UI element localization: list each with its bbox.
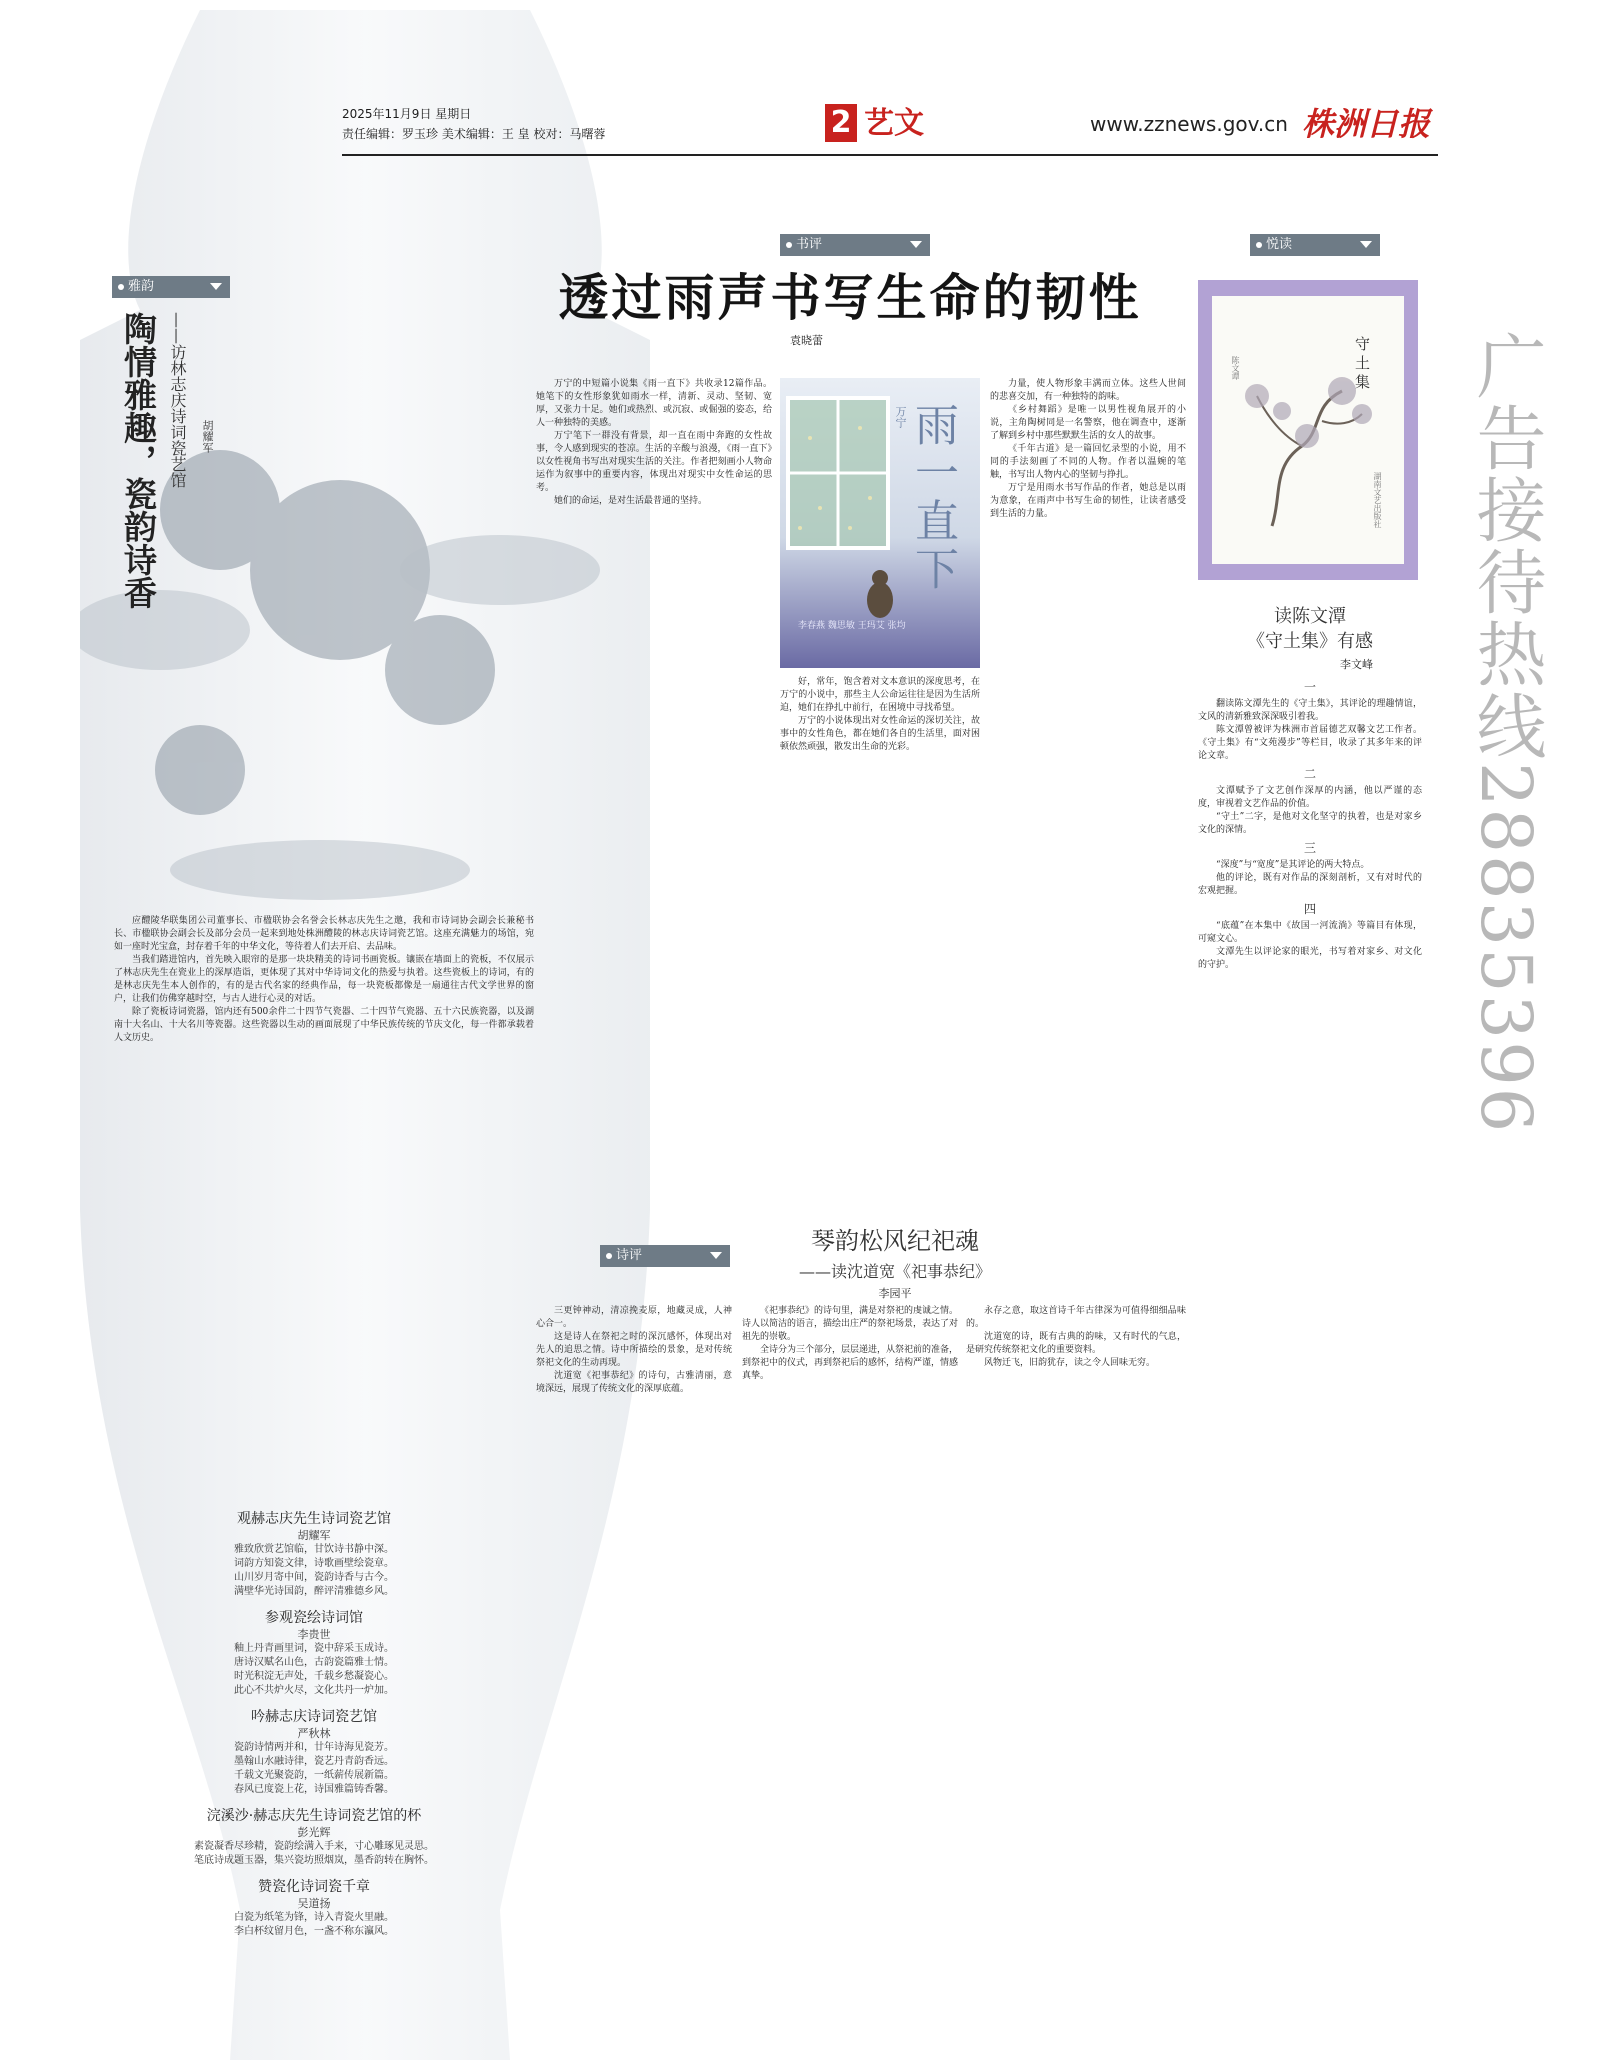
poem-author: 严秋林 [297, 1727, 331, 1740]
section-number: 二 [1303, 767, 1316, 781]
paragraph: 《千年古道》是一篇回忆录型的小说，用不同的手法刻画了不同的人物。作者以温婉的笔触，书写出人物内心的坚韧与挣扎。 [990, 444, 1186, 480]
left-article-body [114, 915, 534, 1505]
book-cover-names: 李春燕 魏思敏 王玛艾 张均 [798, 621, 906, 631]
left-article-author: 胡耀军 [201, 420, 214, 453]
poem [114, 1609, 514, 1698]
cover-panel [1212, 296, 1404, 564]
poem-line: 素瓷凝香尽珍精，瓷韵绘满入手来，寸心雕琢见灵思。 [194, 1841, 434, 1852]
tag-shiping [600, 1245, 730, 1267]
poem-line: 白瓷为纸笔为锋，诗入青瓷火里融。 [234, 1912, 394, 1923]
ad-hotline-text: 广告接待热线28835396 [1465, 330, 1547, 1135]
paragraph: 除了瓷板诗词瓷器，馆内还有500余件二十四节气瓷器、二十四节气瓷器、五十六民族瓷器，以及湖南十大名山、十大名川等瓷器。这些瓷器以生动的画面展现了中华民族传统的节庆文化，每一件都承载着人文历史。 [114, 1007, 534, 1043]
paragraph: 这是诗人在祭祀之时的深沉感怀，体现出对先人的追思之情。诗中所描绘的景象，是对传统祭祀文化的生动再现。 [536, 1332, 732, 1368]
left-article-title: 陶情雅趣，瓷韵诗香 [119, 312, 158, 609]
review2-column-2 [742, 1305, 958, 2035]
site-url[interactable]: www.zznews.gov.cn [1090, 112, 1288, 136]
triangle-down-icon [710, 1252, 722, 1259]
poem-line: 此心不共炉火尽，文化共丹一炉加。 [234, 1685, 394, 1696]
editor-credits: 责任编辑：罗玉珍 美术编辑：王 皇 校对：马曙蓉 [342, 127, 606, 141]
review2-subtitle: ——读沈道宽《祀事恭纪》 [798, 1262, 991, 1281]
triangle-down-icon [910, 241, 922, 248]
tag-shuping [780, 234, 930, 256]
poem-list [114, 1500, 514, 1939]
poem-line: 釉上丹青画里词，瓷中辞采玉成诗。 [234, 1643, 394, 1654]
review-column-2 [780, 676, 980, 1210]
section-number: 三 [1303, 841, 1316, 855]
shoutu-book-cover [1198, 280, 1418, 580]
paragraph: “深度”与“宽度”是其评论的两大特点。 [1216, 860, 1370, 870]
review-column-3 [990, 378, 1186, 1210]
paragraph: 全诗分为三个部分，层层递进，从祭祀前的准备，到祭祀中的仪式，再到祭祀后的感怀，结构严谨，情感真挚。 [742, 1345, 958, 1381]
paragraph: 好，常年，饱含着对文本意识的深度思考，在万宁的小说中，那些主人公命运往往是因为生活所迫，她们在挣扎中前行，在困境中寻找希望。 [780, 677, 980, 713]
paragraph: 陈文潭曾被评为株洲市首届德艺双馨文艺工作者。《守土集》有“文苑漫步”等栏目，收录了其多年来的评论文章。 [1198, 725, 1422, 761]
right-article-title-line2: 《守土集》有感 [1247, 631, 1373, 652]
poem [114, 1510, 514, 1599]
review2-column-3 [966, 1305, 1186, 2035]
newspaper-logo: 株洲日报 [1302, 105, 1431, 143]
issue-date: 2025年11月9日 星期日 [342, 107, 472, 121]
tag-label: 诗评 [616, 1248, 643, 1263]
poem-line: 时光积淀无声处，千载乡愁凝瓷心。 [234, 1671, 394, 1682]
paragraph: 沈道宽的诗，既有古典的韵味，又有时代的气息，是研究传统祭祀文化的重要资料。 [966, 1332, 1186, 1355]
paragraph: 万宁的小说体现出对女性命运的深切关注，故事中的女性角色，都在她们各自的生活里，面对困顿依然顽强，散发出生命的光彩。 [780, 716, 980, 752]
shoutu-cover-author: 陈文谭 [1231, 356, 1240, 380]
tag-yayun [112, 276, 230, 298]
poem-line: 笔底诗成题玉器，集兴瓷坊照烟岚，墨香韵转在胸怀。 [194, 1855, 434, 1866]
paragraph: “守土”二字，是他对文化坚守的执着，也是对家乡文化的深情。 [1198, 812, 1422, 835]
poem-line: 春风已度瓷上花，诗国雅篇铸香馨。 [234, 1784, 394, 1795]
triangle-down-icon [210, 283, 222, 290]
book-cover-image [780, 378, 980, 668]
paragraph: 他的评论，既有对作品的深刻剖析，又有对时代的宏观把握。 [1198, 873, 1422, 896]
paragraph: 万宁笔下一群没有背景，却一直在雨中奔跑的女性故事，令人感到现实的苍凉。生活的辛酸与浪漫，《雨一直下》以女性视角书写出对现实生活的关注。作者把刻画小人物命运作为叙事中的重要内容，体现出对现实中女性命运的思考。 [536, 431, 772, 493]
poem-line: 千载文光聚瓷韵，一纸薪传展新篇。 [234, 1770, 394, 1781]
tag-hole-icon [606, 1253, 612, 1259]
tag-hole-icon [118, 284, 124, 290]
paragraph: 文潭先生以评论家的眼光，书写着对家乡、对文化的守护。 [1198, 947, 1422, 970]
poem-title: 浣溪沙·赫志庆先生诗词瓷艺馆的杯 [206, 1808, 422, 1824]
tag-hole-icon [1256, 242, 1262, 248]
poem-line: 瓷韵诗情两并和，廿年诗海见瓷芳。 [234, 1742, 394, 1753]
paragraph: 三更钟神动，清凉挽麦原，地藏灵成，人神心合一。 [536, 1306, 732, 1329]
paragraph: 沈道宽《祀事恭纪》的诗句，古雅清丽，意境深远，展现了传统文化的深厚底蕴。 [536, 1371, 732, 1394]
triangle-down-icon [1360, 241, 1372, 248]
poem-title: 参观瓷绘诗词馆 [265, 1610, 363, 1626]
poem-title: 吟赫志庆诗词瓷艺馆 [251, 1709, 377, 1725]
poem-author: 彭光辉 [297, 1826, 331, 1839]
paragraph: 翻读陈文潭先生的《守土集》，其评论的理趣情谊，文风的清新雅致深深吸引着我。 [1198, 699, 1422, 722]
poem-title: 观赫志庆先生诗词瓷艺馆 [237, 1511, 391, 1527]
poem-author: 胡耀军 [297, 1529, 331, 1542]
page-number: 2 [825, 104, 857, 142]
right-article-body [1198, 676, 1422, 2036]
paragraph: “底蕴”在本集中《故国一河流淌》等篇目有体现，可窥文心。 [1198, 921, 1422, 944]
right-article-author: 李文峰 [1340, 658, 1373, 671]
paragraph: 《乡村舞蹈》是唯一以男性视角展开的小说，主角陶树同是一名警察，他在调查中，逐渐了解到乡村中那些默默生活的女人的故事。 [990, 405, 1186, 441]
poem [114, 1878, 514, 1939]
poem [114, 1708, 514, 1797]
review2-column-1 [536, 1305, 732, 2035]
paragraph: 当我们踏进馆内，首先映入眼帘的是那一块块精美的诗词书画瓷板。镶嵌在墙面上的瓷板，不仅展示了林志庆先生在瓷业上的深厚造诣，更体现了其对中华诗词文化的热爱与执着。这些瓷板上的诗词，有的是林志庆先生本人创作的，有的是古代名家的经典作品，每一块瓷板都像是一扇通往古代文学世界的窗户，让我们仿佛穿越时空，与古人进行心灵的对话。 [114, 955, 534, 1004]
section-number: 四 [1303, 902, 1316, 916]
shoutu-cover-publisher: 湖南文艺出版社 [1373, 472, 1382, 528]
paragraph: 文潭赋予了文艺创作深厚的内涵，他以严谨的态度，审视着文艺作品的价值。 [1198, 786, 1422, 809]
tag-hole-icon [786, 242, 792, 248]
poem-author: 吴道扬 [297, 1897, 331, 1910]
poem-line: 唐诗汉赋名山色，古韵瓷篇雅士情。 [234, 1657, 394, 1668]
review2-author: 李园平 [878, 1287, 912, 1300]
masthead [342, 104, 1438, 156]
shoutu-cover-title: 守土集 [1353, 336, 1371, 393]
ad-hotline-banner [1440, 330, 1610, 2030]
section-title: 艺文 [864, 106, 924, 141]
tag-label: 书评 [796, 237, 823, 252]
section-number: 一 [1303, 680, 1316, 694]
poem-line: 墨翰山水融诗律，瓷艺丹青韵香远。 [234, 1756, 394, 1767]
left-article-subtitle: ——访林志庆诗词瓷艺馆 [168, 312, 187, 488]
paragraph: 应醴陵华联集团公司董事长、市楹联协会名誉会长林志庆先生之邀，我和市诗词协会副会长兼秘书长、市楹联协会副会长及部分会员一起来到地处株洲醴陵的林志庆诗词瓷艺馆。这座充满魅力的场馆，宛如一座时光宝盒，封存着千年的中华文化，等待着人们去开启、去品味。 [114, 916, 534, 952]
poem-line: 雅致欣赏艺馆临，甘饮诗书静中深。 [234, 1544, 394, 1555]
paragraph: 万宁的中短篇小说集《雨一直下》共收录12篇作品。她笔下的女性形象犹如雨水一样，清新、灵动、坚韧、宽厚，又张力十足。她们或热烈、或沉寂、或倔强的姿态，给人一种独特的美感。 [536, 379, 772, 428]
poem-line: 李白杯纹留月色，一盏不称东瀛风。 [234, 1926, 394, 1937]
paragraph: 万宁是用雨水书写作品的作者，她总是以雨为意象，在雨声中书写生命的韧性，让读者感受到生活的力量。 [990, 483, 1186, 519]
tag-label: 悦读 [1266, 237, 1293, 252]
book-cover-author: 万宁 [894, 406, 907, 428]
main-author: 袁晓蕾 [790, 334, 823, 347]
book-cover-title: 雨一直下 [907, 402, 958, 594]
main-headline: 透过雨声书写生命的韧性 [558, 268, 1142, 327]
paragraph: 风物迁飞，旧韵犹存，读之令人回味无穷。 [984, 1358, 1156, 1368]
review2-title: 琴韵松风纪祀魂 [811, 1227, 979, 1255]
right-article-title-line1: 读陈文潭 [1274, 606, 1346, 627]
review-column-1 [536, 378, 772, 1210]
poem-line: 词韵方知瓷文律，诗歌画壁绘瓷章。 [234, 1558, 394, 1569]
poem-line: 满壁华光诗国韵，醉评清雅德乡风。 [234, 1586, 394, 1597]
poem [114, 1807, 514, 1868]
paragraph: 《祀事恭纪》的诗句里，满是对祭祀的虔诚之情。诗人以简洁的语言，描绘出庄严的祭祀场景，表达了对祖先的崇敬。 [742, 1306, 958, 1342]
tag-label: 雅韵 [128, 279, 155, 294]
poem-author: 李贵世 [297, 1628, 331, 1641]
paragraph: 她们的命运，是对生活最普通的坚持。 [554, 496, 708, 506]
poem-title: 赞瓷化诗词瓷千章 [258, 1879, 370, 1895]
tag-yuedu [1250, 234, 1380, 256]
paragraph: 永存之意，取这首诗千年古律深为可值得细细品味的。 [966, 1306, 1186, 1329]
paragraph: 力量，使人物形象丰满而立体。这些人世间的悲喜交加，有一种独特的韵味。 [990, 379, 1186, 402]
poem-line: 山川岁月寄中间，瓷韵诗香与古今。 [234, 1572, 394, 1583]
